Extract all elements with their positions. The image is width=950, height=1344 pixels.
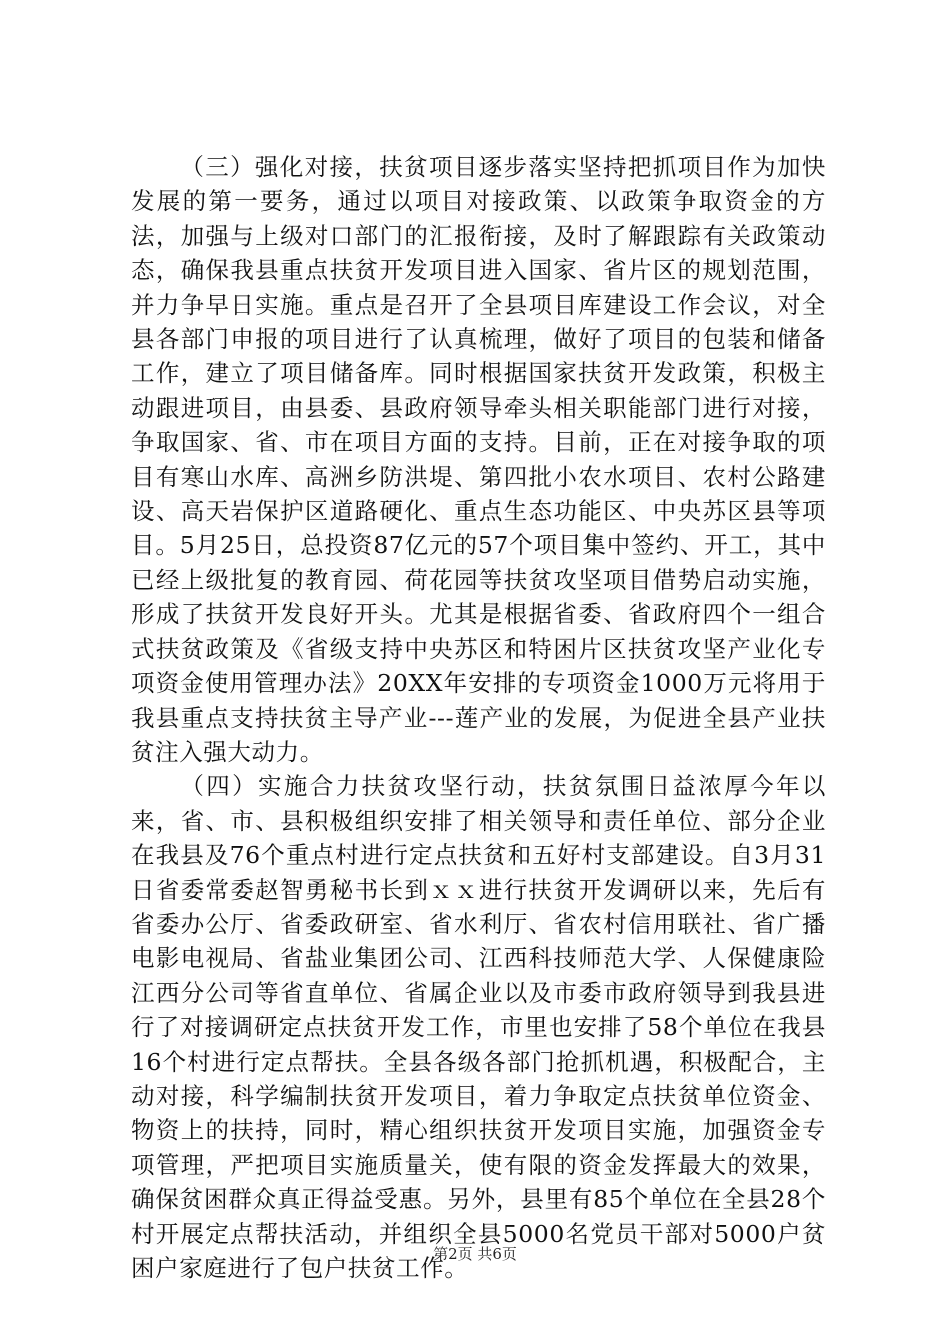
paragraph-section-three: （三）强化对接，扶贫项目逐步落实坚持把抓项目作为加快发展的第一要务，通过以项目对接政策、以政策争取资金的方法，加强与上级对口部门的汇报衔接，及时了解跟踪有关政策动态，确保我县重点扶贫开发项目进入国家、省片区的规划范围，并力争早日实施。重点是召开了全县项目库建设工作会议，对全县各部门申报的项目进行了认真梳理，做好了项目的包装和储备工作，建立了项目储备库。同时根据国家扶贫开发政策，积极主动跟进项目，由县委、县政府领导牵头相关职能部门进行对接，争取国家、省、市在项目方面的支持。目前，正在对接争取的项目有寒山水库、高洲乡防洪堤、第四批小农水项目、农村公路建设、高天岩保护区道路硬化、重点生态功能区、中央苏区县等项目。5月25日，总投资87亿元的57个项目集中签约、开工，其中已经上级批复的教育园、荷花园等扶贫攻坚项目借势启动实施，形成了扶贫开发良好开头。尤其是根据省委、省政府四个一组合式扶贫政策及《省级支持中央苏区和特困片区扶贫攻坚产业化专项资金使用管理办法》20XX年安排的专项资金1000万元将用于我县重点支持扶贫主导产业---莲产业的发展，为促进全县产业扶贫注入强大动力。 [131, 153, 826, 766]
document-body [131, 150, 826, 1285]
paragraph-section-four: （四）实施合力扶贫攻坚行动，扶贫氛围日益浓厚今年以来，省、市、县积极组织安排了相关领导和责任单位、部分企业在我县及76个重点村进行定点扶贫和五好村支部建设。自3月31日省委常委赵智勇秘书长到ｘｘ进行扶贫开发调研以来，先后有省委办公厅、省委政研室、省水利厅、省农村信用联社、省广播电影电视局、省盐业集团公司、江西科技师范大学、人保健康险江西分公司等省直单位、省属企业以及市委市政府领导到我县进行了对接调研定点扶贫开发工作，市里也安排了58个单位在我县16个村进行定点帮扶。全县各级各部门抢抓机遇，积极配合，主动对接，科学编制扶贫开发项目，着力争取定点扶贫单位资金、物资上的扶持，同时，精心组织扶贫开发项目实施，加强资金专项管理，严把项目实施质量关，使有限的资金发挥最大的效果，确保贫困群众真正得益受惠。另外，县里有85个单位在全县28个村开展定点帮扶活动，并组织全县5000名党员干部对5000户贫困户家庭进行了包户扶贫工作。 [131, 772, 826, 1282]
page-footer: 第2页 共6页 [433, 1245, 517, 1263]
